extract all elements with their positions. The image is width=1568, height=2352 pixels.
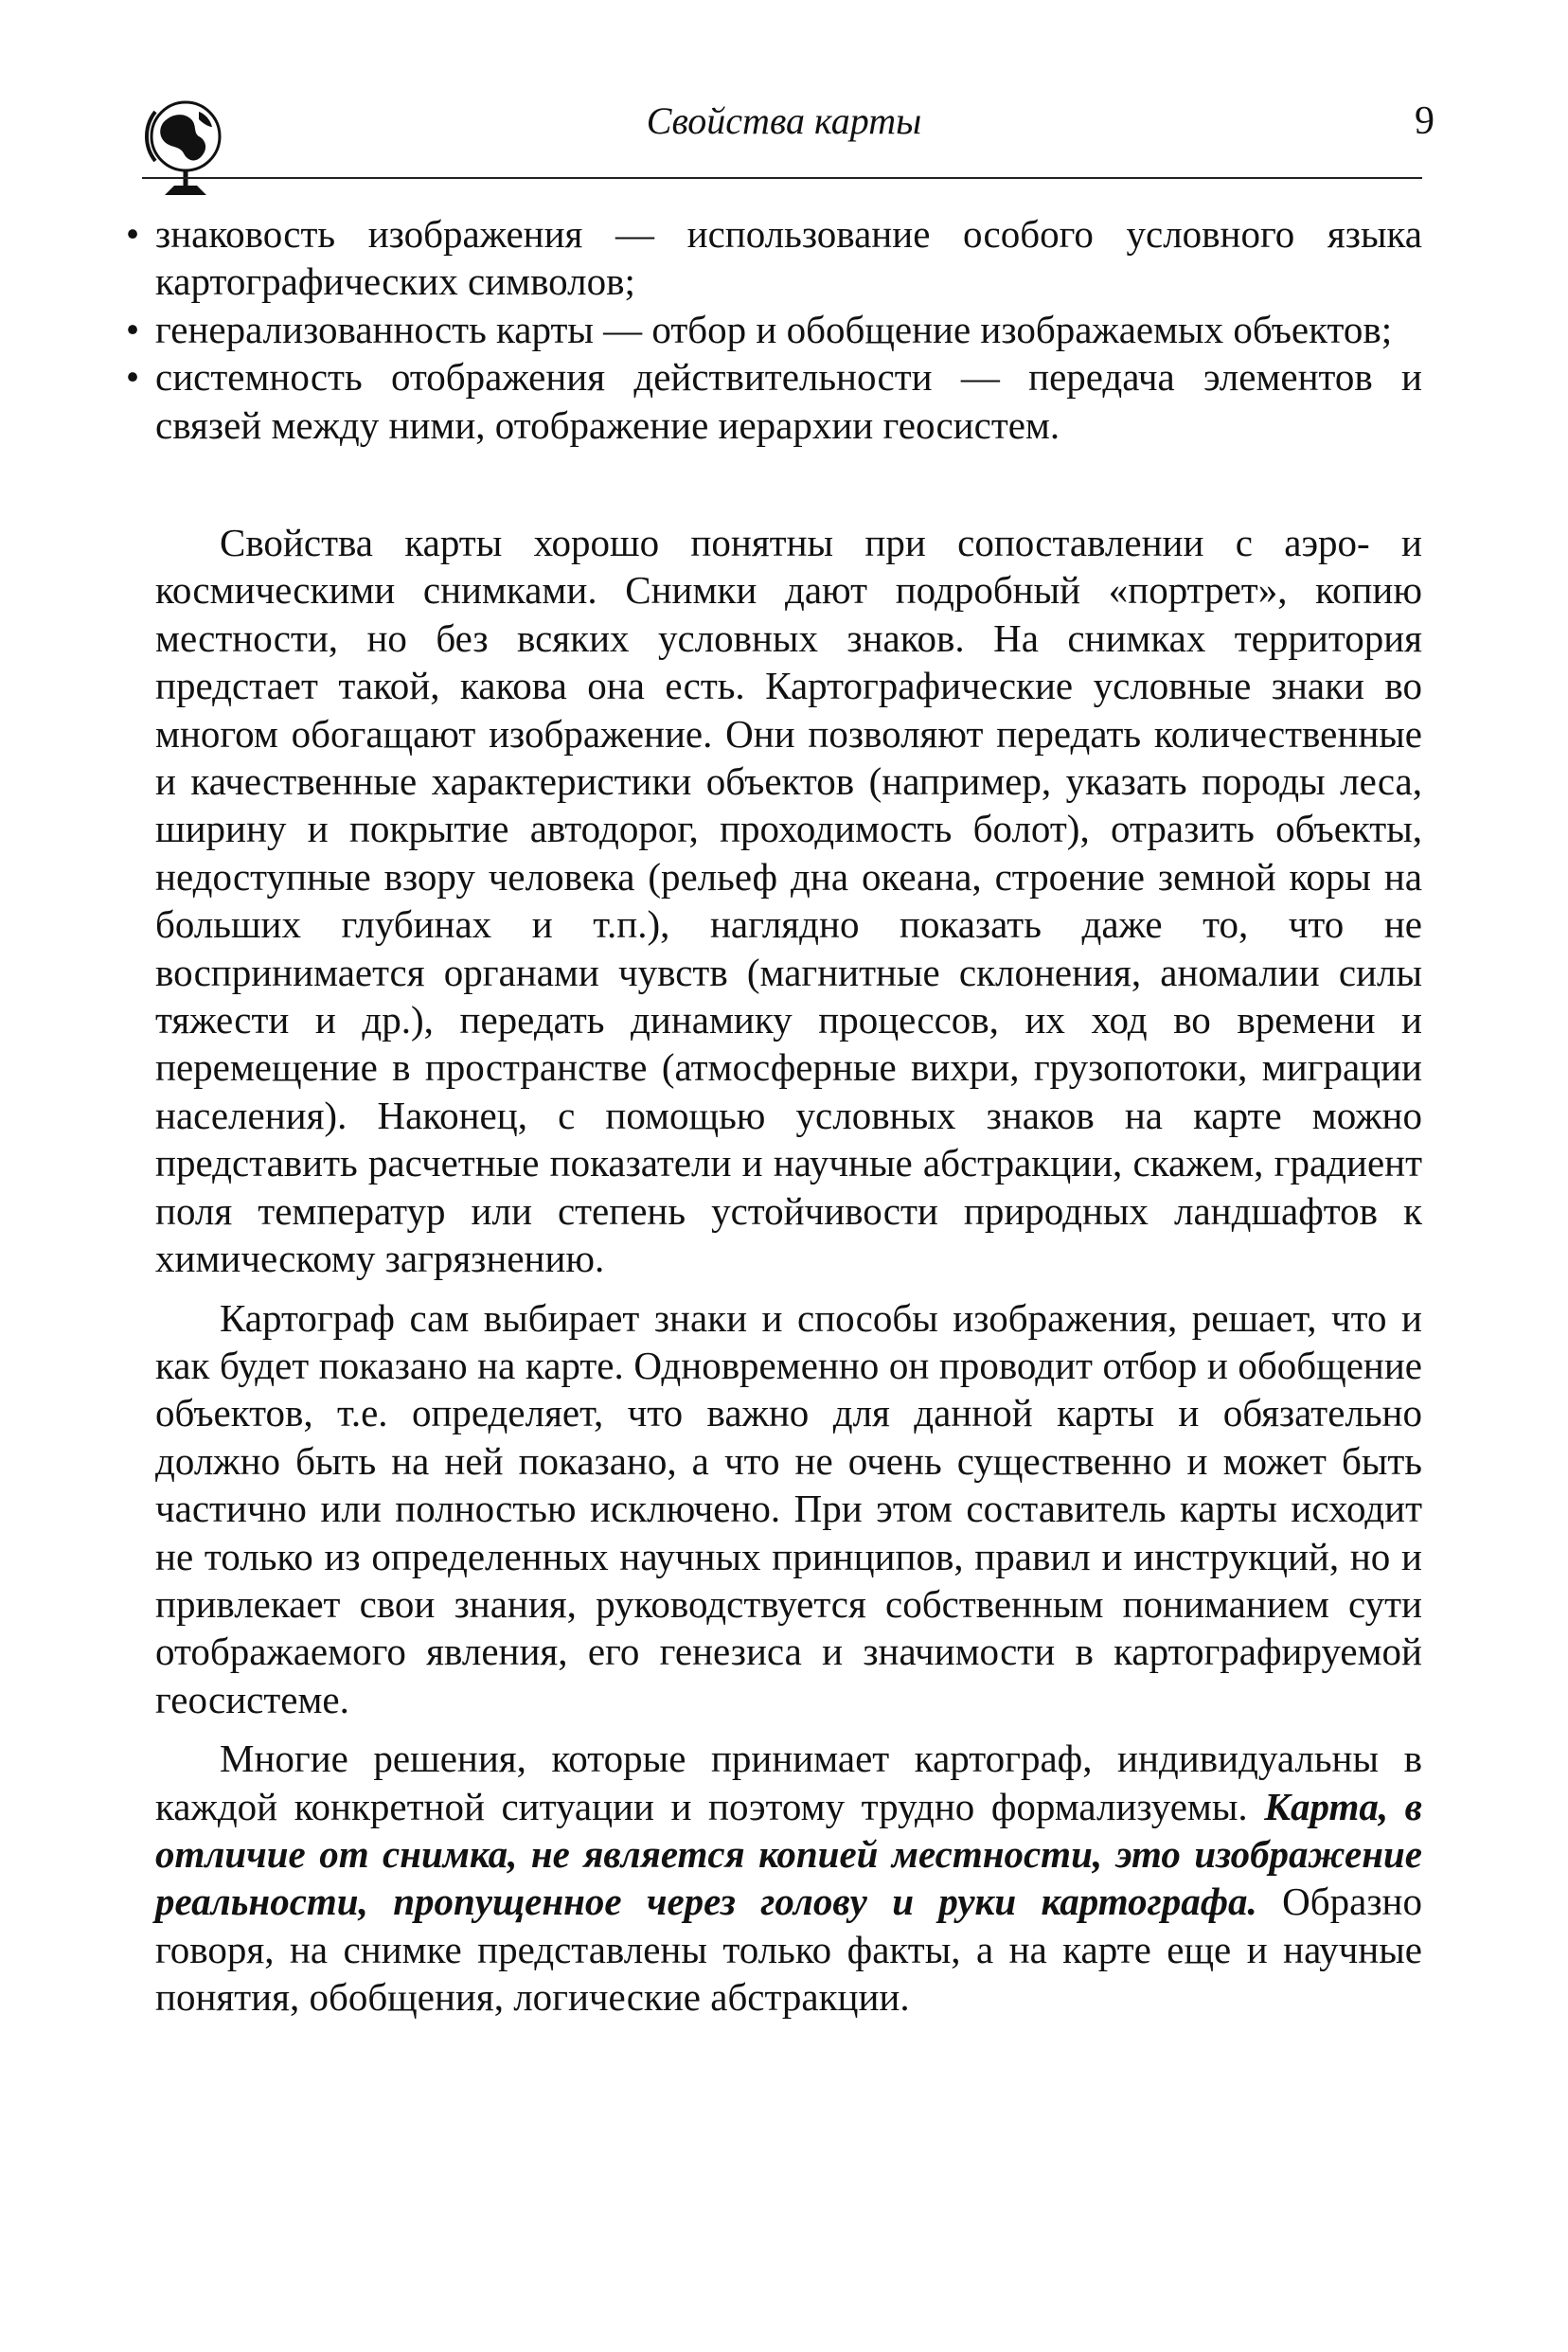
list-item: [125, 210, 1422, 306]
bullet-text: системность отображения действительности — передача элементов и связей между ними, отображение иерархии геосистем.: [155, 355, 1422, 447]
bullet-icon: •: [125, 355, 140, 400]
paragraph-3: [155, 1735, 1422, 2021]
running-header-title: Свойства карты: [646, 99, 922, 142]
emphasized-definition: Карта, в отличие от снимка, не является копией местности, это изображение реальности, пропущенное через голову и руки картографа.: [155, 1784, 1422, 1924]
bullet-icon: •: [125, 307, 140, 351]
paragraph-2: Картограф сам выбирает знаки и способы изображения, решает, что и как будет показано на карте. Одновременно он проводит отбор и обобщение объектов, т.е. определяет, что важно для данной карты и обязательно должно быть на ней показано, а что не очень существенно и может быть частично или полностью исключено. При этом составитель карты исходит не только из определенных научных принципов, правил и инструкций, но и привлекает свои знания, руководствуется собственным пониманием сути отображаемого явления, его генезиса и значимости в картографируемой геосистеме.: [155, 1295, 1422, 1721]
list-item: [125, 306, 1422, 353]
list-item: [125, 353, 1422, 449]
paragraph-1: Свойства карты хорошо понятны при сопоставлении с аэро- и космическими снимками. Снимки дают подробный «портрет», копию местности, но без всяких условных знаков. На снимках территория предстает такой, какова она есть. Картографические условные знаки во многом обогащают изображение. Они позволяют передать количественные и качественные характеристики объектов (например, указать породы леса, ширину и покрытие автодорог, проходимость болот), отразить объекты, недоступные взору человека (рельеф дна океана, строение земной коры на больших глубинах и т.п.), наглядно показать даже то, что не воспринимается органами чувств (магнитные склонения, аномалии силы тяжести и др.), передать динамику процессов, их ход во времени и перемещение в пространстве (атмосферные вихри, грузопотоки, миграции населения). Наконец, с помощью условных знаков на карте можно представить расчетные показатели и научные абстракции, скажем, градиент поля температур или степень устойчивости природных ландшафтов к химическому загрязнению.: [155, 521, 1422, 1281]
property-bullet-list: [125, 210, 1422, 449]
bullet-text: знаковость изображения — использование особого условного языка картографических символов;: [155, 212, 1422, 304]
bullet-icon: •: [125, 212, 140, 256]
page-number: 9: [1415, 99, 1434, 143]
header-rule: [142, 177, 1422, 179]
bullet-text: генерализованность карты — отбор и обобщение изображаемых объектов;: [155, 307, 1393, 351]
paragraph-3-start: Многие решения, которые принимает картограф, индивидуальны в каждой конкретной ситуации и поэтому трудно формализуемы.: [155, 1737, 1422, 1828]
paragraph-3-end: Образно говоря, на снимке представлены только факты, а на карте еще и научные понятия, обобщения, логические абстракции.: [155, 1880, 1422, 2020]
body-text: [155, 519, 1422, 2022]
